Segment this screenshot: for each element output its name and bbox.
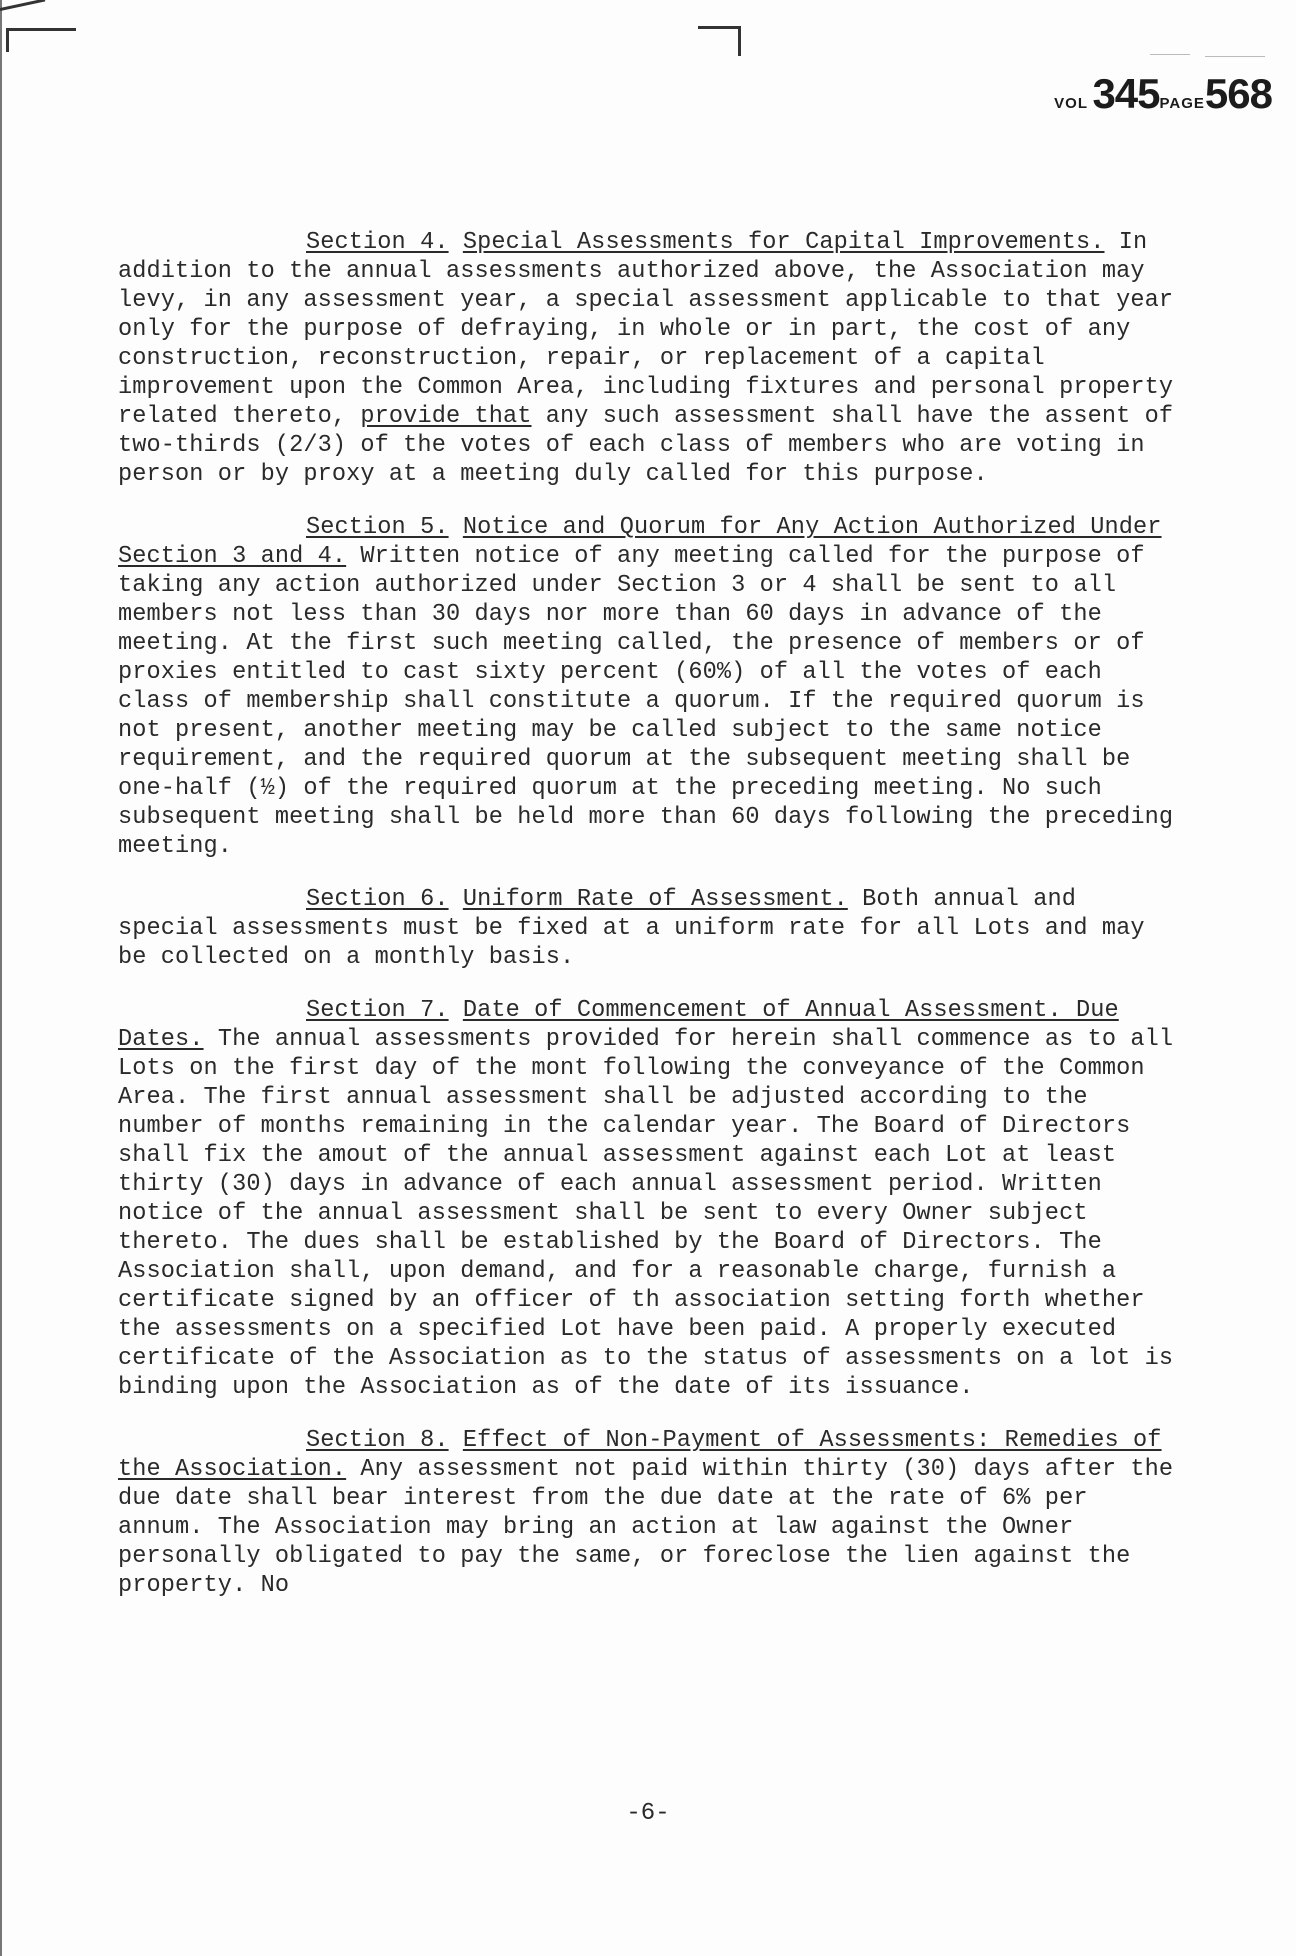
section-body: Written notice of any meeting called for the purpose of taking any action authorized under Section 3 or 4 shall be sent to all members not less than 30 days nor more than 60 days in advance of the meeting. At the first such meeting called, the presence of members or of proxies entitled to cast sixty percent (60%) of all the votes of each class of membership shall constitute a quorum. If the required quorum is not present, another meeting may be called subject to the same notice requirement, and the required quorum at the subsequent meeting shall be one-half (½) of the required quorum at the preceding meeting. No such subsequent meeting shall be held more than 60 days following the preceding meeting. xyxy=(118,543,1174,860)
section-title: Special Assessments for Capital Improvements. xyxy=(462,229,1105,256)
section-6 xyxy=(118,885,1178,972)
scan-mark xyxy=(0,0,45,11)
vol-number: 345 xyxy=(1092,70,1160,117)
section-number: Section 6. xyxy=(306,886,449,913)
section-title: Notice and Quorum for Any Action Authorized Under Section 3 and 4. xyxy=(118,514,1162,570)
document-body xyxy=(118,228,1276,1624)
section-5 xyxy=(118,513,1178,861)
volume-page-stamp xyxy=(1054,70,1272,118)
section-4 xyxy=(118,228,1178,489)
section-body: In addition to the annual assessments authorized above, the Association may levy, in any assessment year, a special assessment applicable to that year only for the purpose of defraying, in whole or in part, the cost of any construction, reconstruction, repair, or replacement of a capital improvement upon the Common Area, including fixtures and personal property related thereto, xyxy=(118,229,1174,430)
scan-noise xyxy=(1205,56,1265,57)
section-number: Section 5. xyxy=(306,514,449,541)
section-7 xyxy=(118,996,1178,1402)
section-8 xyxy=(118,1426,1178,1600)
section-body: Any assessment not paid within thirty (30) days after the due date shall bear interest from the due date at the rate of 6% per annum. The Association may bring an action at law against the Owner personally obligated to pay the same, or foreclose the lien against the property. No xyxy=(118,1456,1174,1599)
section-body: Both annual and special assessments must be fixed at a uniform rate for all Lots and may be collected on a monthly basis. xyxy=(118,886,1145,971)
page-label: PAGE xyxy=(1159,95,1205,112)
corner-mark xyxy=(6,28,76,31)
section-title: Uniform Rate of Assessment. xyxy=(462,886,848,913)
section-body-end: any such assessment shall have the assent of two-thirds (2/3) of the votes of each class of members who are voting in person or by proxy at a meeting duly called for this purpose. xyxy=(118,403,1174,488)
section-title: Effect of Non-Payment of Assessments: Remedies of the Association. xyxy=(118,1427,1162,1483)
section-emphasis: provide that xyxy=(360,403,532,430)
section-title: Date of Commencement of Annual Assessment. Due Dates. xyxy=(118,997,1119,1053)
section-number: Section 8. xyxy=(306,1427,449,1454)
page-edge xyxy=(0,0,2,1956)
footer-page-number: -6- xyxy=(626,1800,670,1827)
section-body: The annual assessments provided for herein shall commence as to all Lots on the first day of the mont following the conveyance of the Common Area. The first annual assessment shall be adjusted according to the number of months remaining in the calendar year. The Board of Directors shall fix the amout of the annual assessment against each Lot at least thirty (30) days in advance of each annual assessment period. Written notice of the annual assessment shall be sent to every Owner subject thereto. The dues shall be established by the Board of Directors. The Association shall, upon demand, and for a reasonable charge, furnish a certificate signed by an officer of th association setting forth whether the assessments on a specified Lot have been paid. A properly executed certificate of the Association as to the status of assessments on a lot is binding upon the Association as of the date of its issuance. xyxy=(118,1026,1174,1401)
section-number: Section 4. xyxy=(306,229,449,256)
corner-mark xyxy=(6,28,9,52)
section-number: Section 7. xyxy=(306,997,449,1024)
scan-noise xyxy=(1150,54,1190,55)
page-number-stamp: 568 xyxy=(1204,70,1272,117)
bracket-mark xyxy=(738,26,741,56)
vol-label: VOL xyxy=(1054,95,1088,112)
bracket-mark xyxy=(698,26,740,29)
